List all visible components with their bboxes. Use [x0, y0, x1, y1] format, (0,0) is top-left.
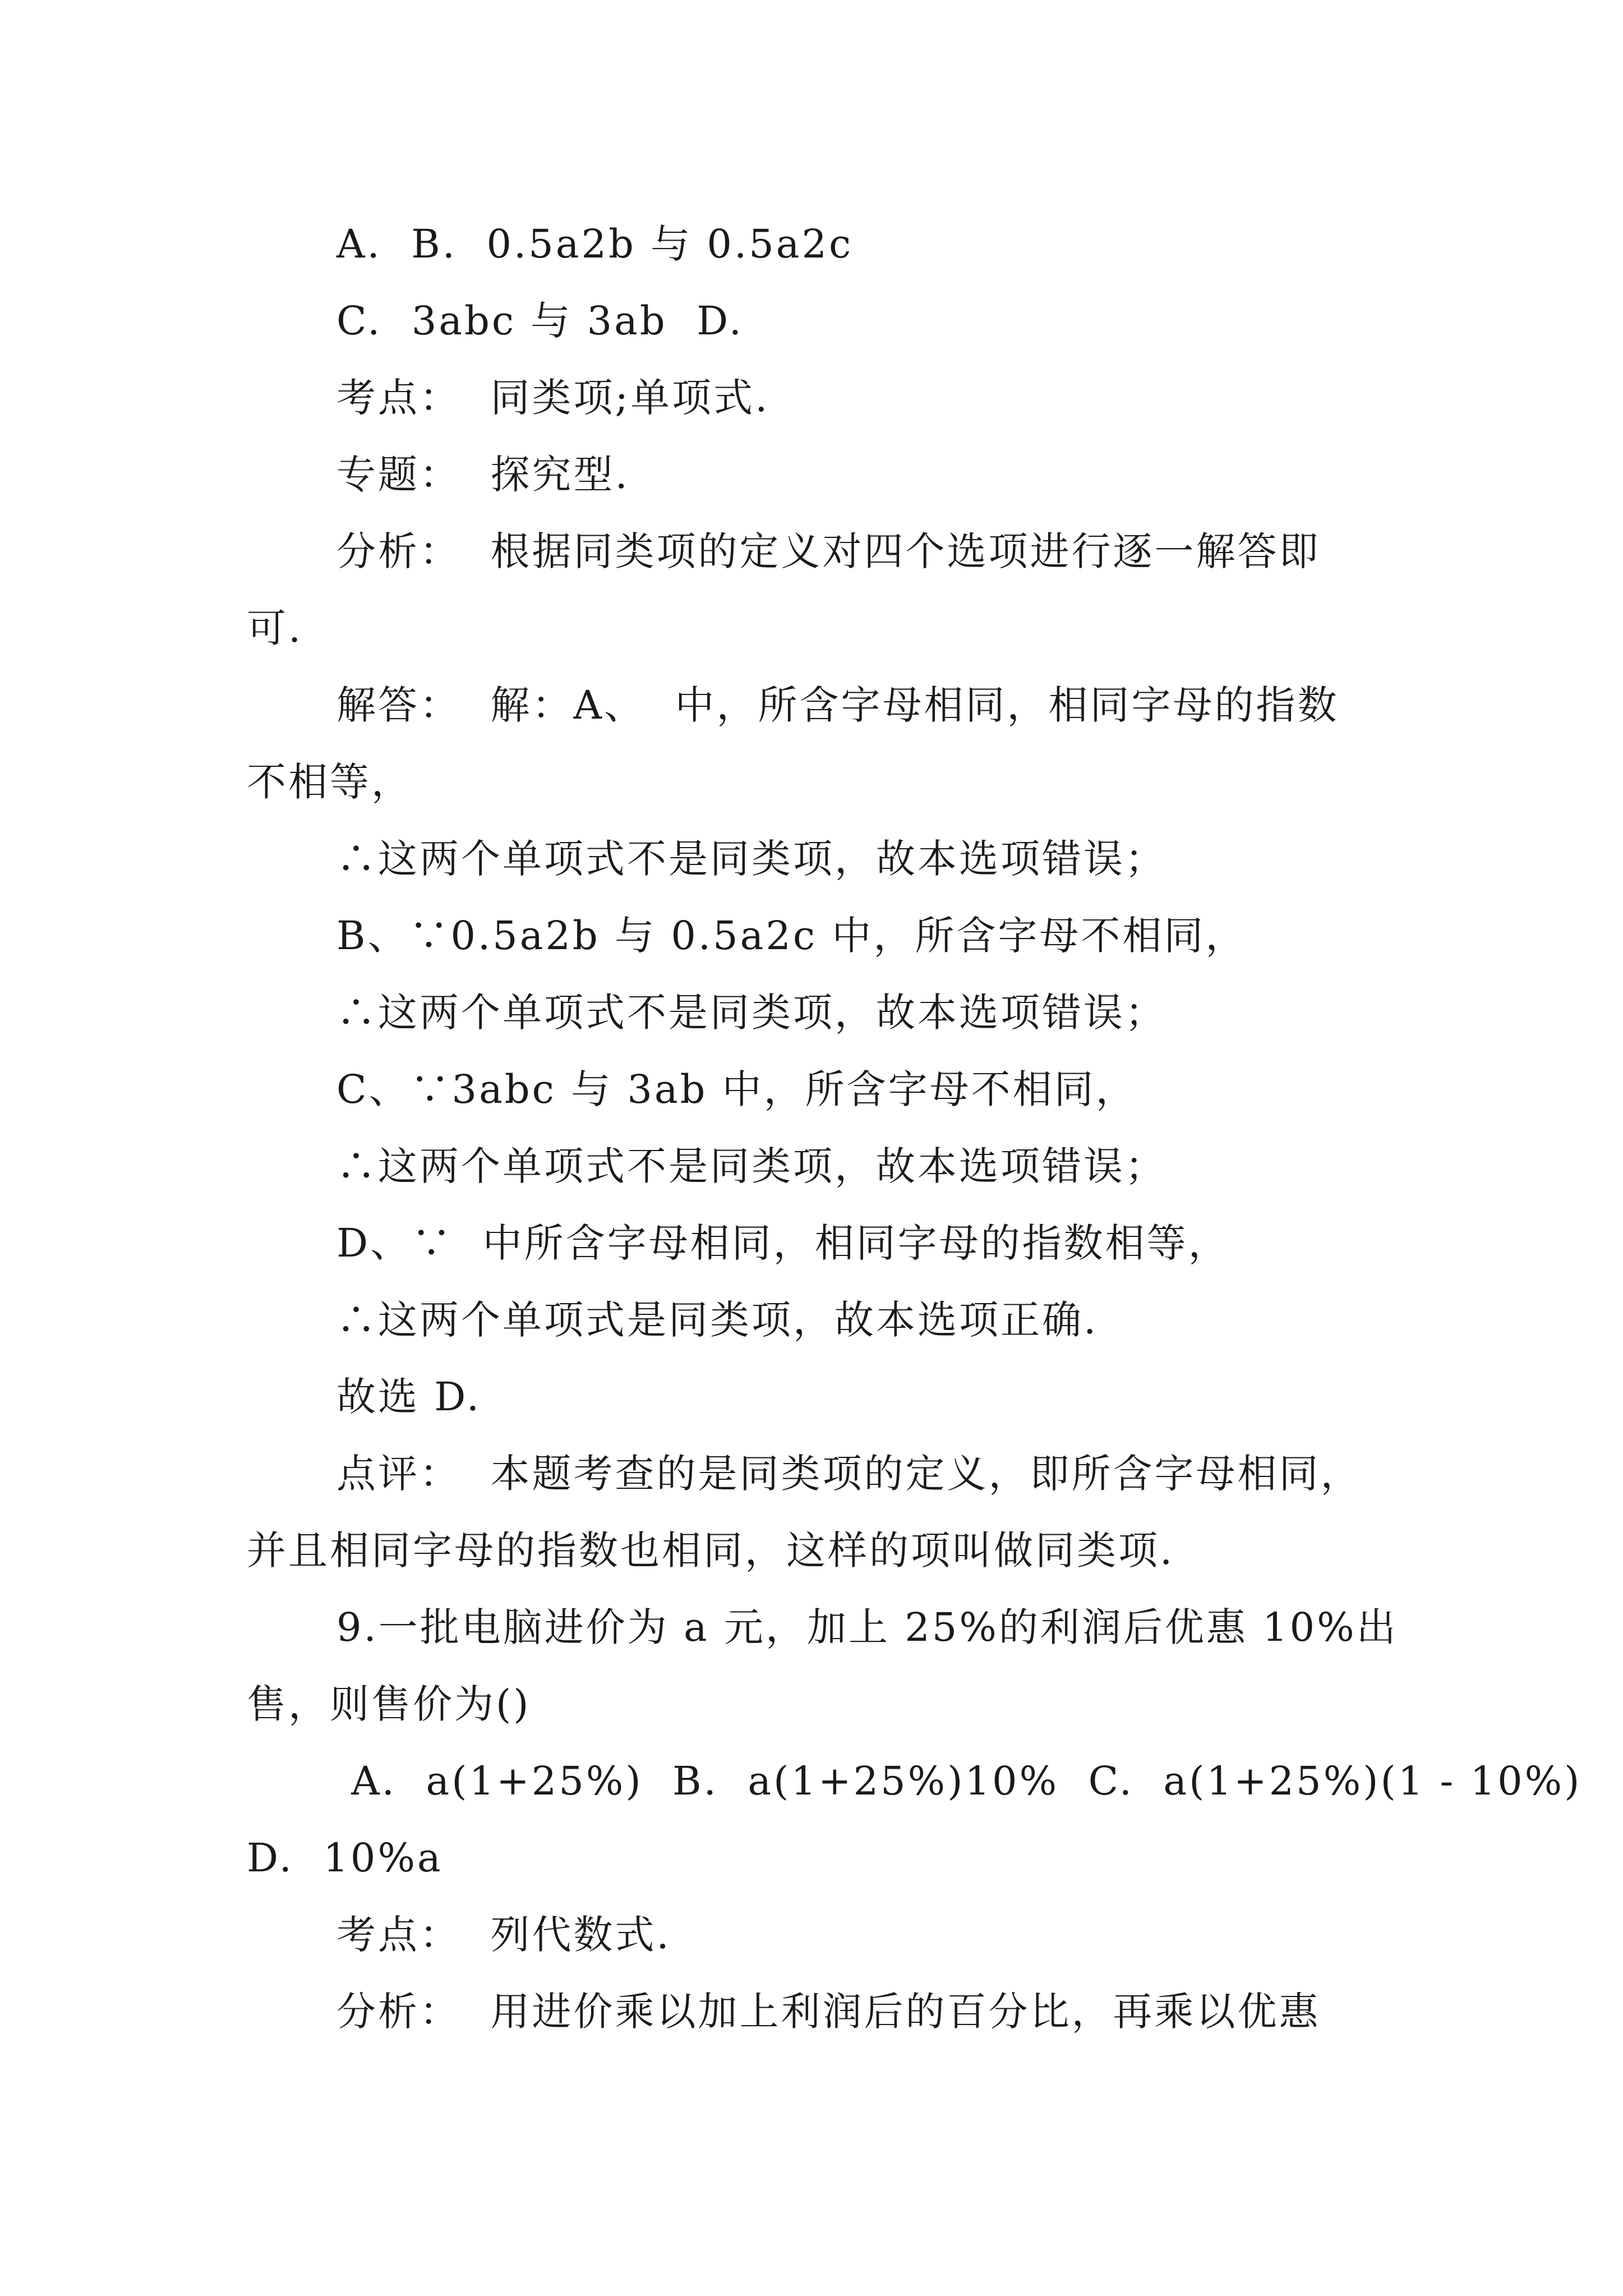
- option-line-cd: C. 3abc 与 3ab D.: [336, 298, 744, 344]
- comment-line-cont: 并且相同字母的指数也相同，这样的项叫做同类项.: [247, 1527, 1175, 1573]
- answer-line-cont: 不相等，: [247, 759, 413, 805]
- conclusion-a: ∴这两个单项式不是同类项，故本选项错误；: [336, 836, 1166, 882]
- exam-point-line-2: 考点： 列代数式.: [336, 1912, 671, 1958]
- final-choice: 故选 D.: [336, 1374, 482, 1420]
- analysis-line-cont: 可.: [247, 605, 303, 651]
- conclusion-d: ∴这两个单项式是同类项，故本选项正确.: [336, 1297, 1099, 1343]
- analysis-line-2: 分析： 用进价乘以加上利润后的百分比，再乘以优惠: [336, 1989, 1321, 2035]
- answer-line: 解答： 解：A、 中，所含字母相同，相同字母的指数: [336, 682, 1339, 728]
- topic-line: 专题： 探究型.: [336, 452, 630, 498]
- comment-line: 点评： 本题考查的是同类项的定义，即所含字母相同，: [336, 1451, 1362, 1497]
- conclusion-c: ∴这两个单项式不是同类项，故本选项错误；: [336, 1143, 1166, 1189]
- conclusion-b: ∴这两个单项式不是同类项，故本选项错误；: [336, 990, 1166, 1036]
- reason-c: C、∵3abc 与 3ab 中，所含字母不相同，: [336, 1066, 1137, 1112]
- reason-d: D、∵ 中所含字母相同，相同字母的指数相等，: [336, 1220, 1230, 1266]
- option-line-ab: A. B. 0.5a2b 与 0.5a2c: [336, 221, 854, 267]
- analysis-line: 分析： 根据同类项的定义对四个选项进行逐一解答即: [336, 528, 1321, 574]
- exam-point-line: 考点： 同类项;单项式.: [336, 375, 770, 421]
- question-9-option-d: D. 10%a: [247, 1835, 443, 1881]
- question-9-options: A. a(1+25%) B. a(1+25%)10% C. a(1+25%)(1 - 10%): [336, 1758, 1582, 1804]
- reason-b: B、∵0.5a2b 与 0.5a2c 中，所含字母不相同，: [336, 913, 1247, 959]
- question-9-cont: 售，则售价为(): [247, 1681, 531, 1727]
- question-9: 9.一批电脑进价为 a 元，加上 25%的利润后优惠 10%出: [336, 1604, 1398, 1650]
